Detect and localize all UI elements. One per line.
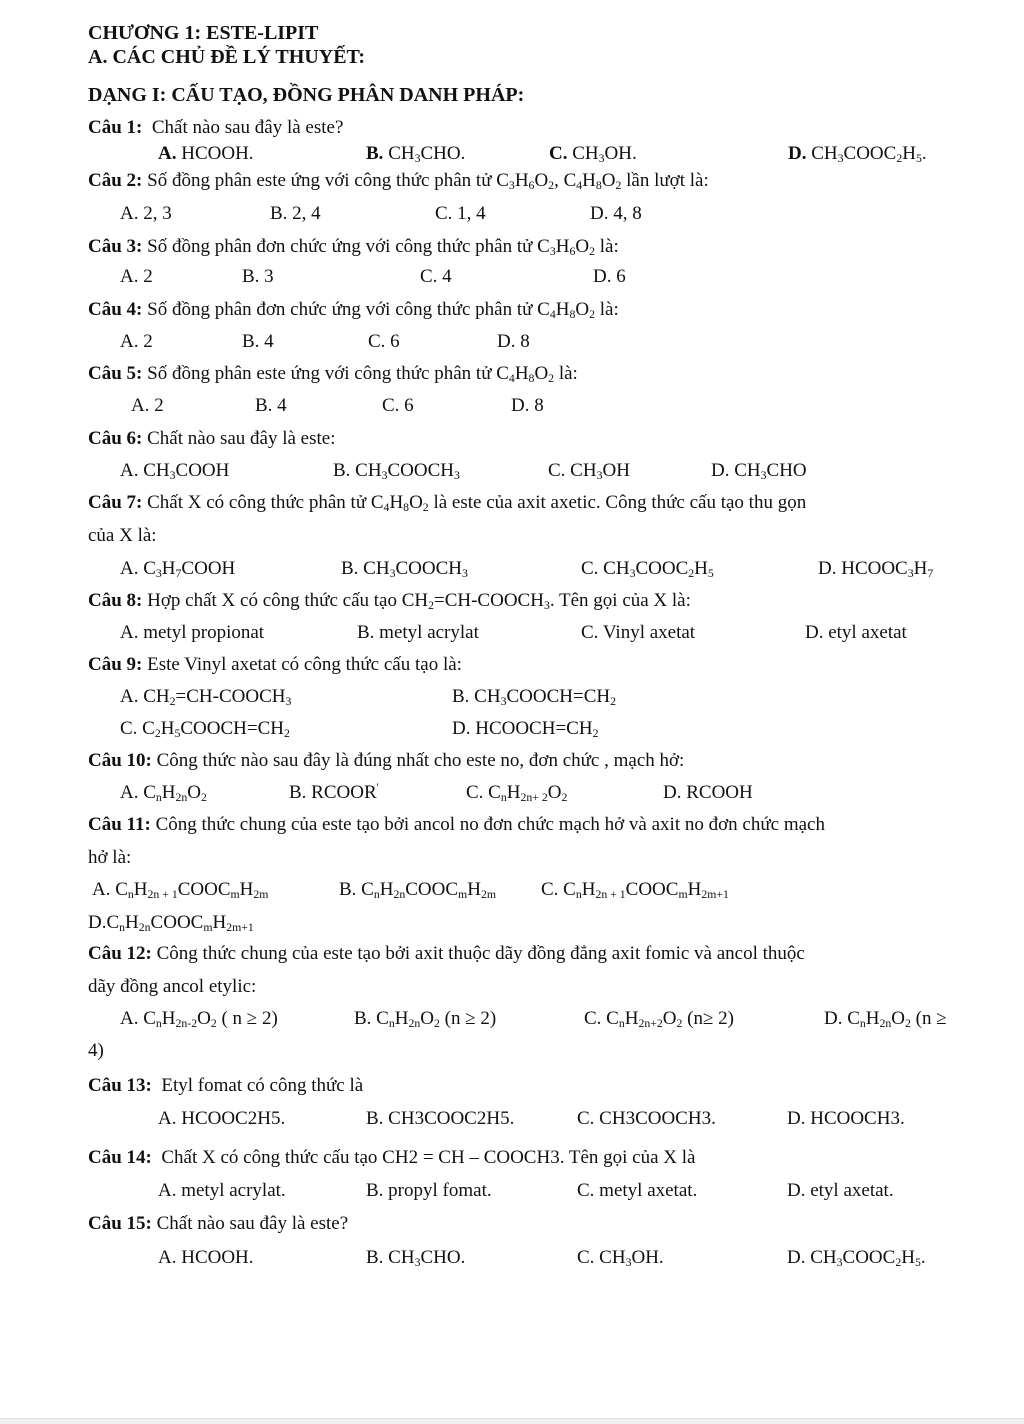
option-label: B.: [366, 143, 384, 164]
question-4: [88, 299, 619, 321]
option-d[interactable]: D. etyl axetat: [805, 622, 907, 643]
option-c[interactable]: C. $CH_3COOC_2H_5$: [581, 558, 714, 580]
question-text: Số đồng phân este ứng với công thức phân tử $C_4H_8O_2$ là:: [147, 363, 578, 385]
question-text: Công thức nào sau đây là đúng nhất cho este no, đơn chức , mạch hở:: [156, 750, 685, 771]
question-text: Este Vinyl axetat có công thức cấu tạo là:: [147, 654, 462, 675]
option-a[interactable]: A. 2: [120, 331, 153, 352]
question-text: Chất X có công thức phân tử $C_4H_8O_2$ là este của axit axetic. Công thức cấu tạo thu gọn: [147, 492, 807, 514]
question-text: Số đồng phân este ứng với công thức phân tử $C_3H_6O_2$, $C_4H_8O_2$ lần lượt là:: [147, 170, 709, 192]
subsection-title: DẠNG I: CẤU TẠO, ĐỒNG PHÂN DANH PHÁP:: [88, 84, 525, 106]
question-text: Số đồng phân đơn chức ứng với công thức phân tử $C_3H_6O_2$ là:: [147, 236, 619, 258]
question-2: [88, 170, 709, 192]
question-label: Câu 14:: [88, 1147, 152, 1168]
question-label: Câu 12:: [88, 943, 152, 964]
option-b[interactable]: B. $CH_3CHO$.: [366, 1247, 466, 1269]
option-b[interactable]: B. $CH_3COOCH_3$: [333, 460, 460, 482]
option-d[interactable]: D. RCOOH: [663, 782, 753, 803]
question-3: [88, 236, 619, 258]
option-d[interactable]: D. 6: [593, 266, 626, 287]
question-5: [88, 363, 578, 385]
option-b[interactable]: B. metyl acrylat: [357, 622, 479, 643]
option-c[interactable]: C. CH3COOCH3.: [577, 1108, 716, 1129]
question-14: [88, 1147, 695, 1169]
question-label: Câu 2:: [88, 170, 143, 191]
question-7-text-cont: của X là:: [88, 525, 157, 546]
option-a[interactable]: A. 2, 3: [120, 203, 172, 224]
question-9: [88, 654, 462, 676]
question-text: Công thức chung của este tạo bởi ancol no đơn chức mạch hở và axit no đơn chức mạch: [155, 814, 825, 835]
option-a[interactable]: A. metyl propionat: [120, 622, 265, 643]
question-label: Câu 8:: [88, 590, 143, 611]
option-text: $CH_3OH$.: [572, 143, 637, 165]
option-c[interactable]: C. 4: [420, 266, 452, 287]
option-d[interactable]: D. etyl axetat.: [787, 1180, 894, 1201]
question-15: [88, 1213, 348, 1235]
option-c[interactable]: C. $C_nH_{2n+2}O_2$ (n≥ 2): [584, 1008, 734, 1030]
question-text: Hợp chất X có công thức cấu tạo $CH_2=CH-COOCH_3$. Tên gọi của X là:: [147, 590, 691, 612]
option-b[interactable]: B. 4: [255, 395, 287, 416]
question-label: Câu 13:: [88, 1075, 152, 1096]
question-10: [88, 750, 684, 772]
question-label: Câu 9:: [88, 654, 143, 675]
option-b[interactable]: B. propyl fomat.: [366, 1180, 492, 1201]
question-7: [88, 492, 806, 514]
chapter-title: CHƯƠNG 1: ESTE-LIPIT: [88, 22, 319, 44]
option-b[interactable]: [366, 143, 465, 165]
option-d[interactable]: D. 8: [511, 395, 544, 416]
question-text: Số đồng phân đơn chức ứng với công thức phân tử $C_4H_8O_2$ là:: [147, 299, 619, 321]
option-label: A.: [158, 143, 177, 164]
option-c[interactable]: C. $C_nH_{2n + 1}COOC_mH_{2m+1}$: [541, 879, 729, 901]
option-b[interactable]: B. RCOOR': [289, 782, 379, 803]
question-label: Câu 10:: [88, 750, 152, 771]
question-12: [88, 943, 805, 965]
option-text: $CH_3COOC_2H_5$.: [811, 143, 927, 165]
question-label: Câu 11:: [88, 814, 151, 835]
option-a[interactable]: A. $C_3H_7COOH$: [120, 558, 236, 580]
option-b[interactable]: B. $CH_3COOCH=CH_2$: [452, 686, 616, 708]
option-a[interactable]: A. HCOOH.: [158, 1247, 254, 1268]
option-d[interactable]: D. $C_nH_{2n}O_2$ (n ≥: [824, 1008, 947, 1030]
question-label: Câu 5:: [88, 363, 143, 384]
option-d[interactable]: D. $CH_3CHO$: [711, 460, 807, 482]
option-a[interactable]: [158, 143, 254, 165]
question-1: [88, 117, 343, 139]
option-a[interactable]: A. 2: [120, 266, 153, 287]
question-text: Chất nào sau đây là este?: [151, 117, 344, 138]
option-text: HCOOH.: [181, 143, 254, 164]
question-label: Câu 1:: [88, 117, 143, 138]
option-b[interactable]: B. $C_nH_{2n}COOC_mH_{2m}$: [339, 879, 496, 901]
option-c[interactable]: C. 1, 4: [435, 203, 486, 224]
option-a[interactable]: A. $C_nH_{2n}O_2$: [120, 782, 207, 804]
question-8: [88, 590, 691, 612]
option-c[interactable]: C. $CH_3OH$: [548, 460, 630, 482]
option-a[interactable]: A. $C_nH_{2n + 1}COOC_mH_{2m}$: [92, 879, 269, 901]
option-c[interactable]: C. Vinyl axetat: [581, 622, 696, 643]
question-text: Công thức chung của este tạo bởi axit thuộc dãy đồng đẳng axit fomic và ancol thuộc: [156, 943, 805, 964]
question-11: [88, 814, 825, 836]
option-text: $CH_3CHO$.: [388, 143, 466, 165]
option-d[interactable]: $D.C_nH_{2n}COOC_mH_{2m+1}$: [88, 912, 254, 934]
option-d[interactable]: D. $CH_3COOC_2H_5$.: [787, 1247, 926, 1269]
option-label: C.: [549, 143, 568, 164]
option-d[interactable]: D. $HCOOCH=CH_2$: [452, 718, 599, 740]
question-11-text-cont: hở là:: [88, 847, 132, 868]
question-12-text-cont: dãy đồng ancol etylic:: [88, 976, 257, 997]
option-a[interactable]: A. $C_nH_{2n-2}O_2$ ( n ≥ 2): [120, 1008, 278, 1030]
option-c[interactable]: [549, 143, 637, 165]
page-bottom-edge: [0, 1418, 1024, 1424]
option-d[interactable]: D. 8: [497, 331, 530, 352]
option-c[interactable]: C. $C_nH_{2n+ 2}O_2$: [466, 782, 568, 804]
option-d[interactable]: D. $HCOOC_3H_7$: [818, 558, 934, 580]
question-text: Chất nào sau đây là este:: [147, 428, 336, 449]
question-label: Câu 7:: [88, 492, 143, 513]
option-b[interactable]: B. $C_nH_{2n}O_2$ (n ≥ 2): [354, 1008, 497, 1030]
question-label: Câu 3:: [88, 236, 143, 257]
option-b[interactable]: B. 4: [242, 331, 274, 352]
option-label: D.: [788, 143, 807, 164]
option-d[interactable]: [788, 143, 927, 165]
question-label: Câu 4:: [88, 299, 143, 320]
option-b[interactable]: B. CH3COOC2H5.: [366, 1108, 515, 1129]
option-a[interactable]: A. $CH_3COOH$: [120, 460, 230, 482]
question-label: Câu 15:: [88, 1213, 152, 1234]
option-c[interactable]: C. $C_2H_5COOCH=CH_2$: [120, 718, 290, 740]
option-d[interactable]: D. 4, 8: [590, 203, 642, 224]
option-b[interactable]: B. 3: [242, 266, 274, 287]
option-c[interactable]: C. 6: [368, 331, 400, 352]
question-text: Chất nào sau đây là este?: [156, 1213, 349, 1234]
question-label: Câu 6:: [88, 428, 143, 449]
question-text: Chất X có công thức cấu tạo CH2 = CH – COOCH3. Tên gọi của X là: [156, 1147, 696, 1168]
question-6: [88, 428, 335, 450]
option-a[interactable]: A. $CH_2=CH-COOCH_3$: [120, 686, 292, 708]
question-text: Etyl fomat có công thức là: [156, 1075, 364, 1096]
question-13: [88, 1075, 363, 1097]
option-a[interactable]: A. metyl acrylat.: [158, 1180, 286, 1201]
option-c[interactable]: C. metyl axetat.: [577, 1180, 698, 1201]
option-c[interactable]: C. 6: [382, 395, 414, 416]
option-d[interactable]: D. HCOOCH3.: [787, 1108, 905, 1129]
option-b[interactable]: B. $CH_3COOCH_3$: [341, 558, 468, 580]
option-c[interactable]: C. $CH_3OH$.: [577, 1247, 664, 1269]
question-12-option-d-cont: 4): [88, 1040, 104, 1061]
section-title: A. CÁC CHỦ ĐỀ LÝ THUYẾT:: [88, 46, 366, 68]
option-b[interactable]: B. 2, 4: [270, 203, 321, 224]
option-a[interactable]: A. 2: [131, 395, 164, 416]
option-a[interactable]: A. HCOOC2H5.: [158, 1108, 286, 1129]
